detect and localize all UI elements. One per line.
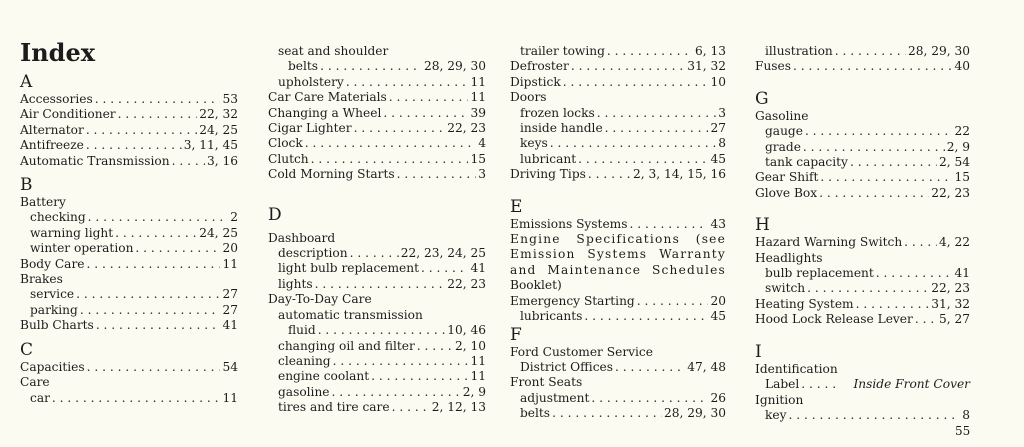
index-entry: Automatic Transmission . . . 3, 16 [20,154,238,169]
index-entry: belts . . . 28, 29, 30 [268,59,486,74]
index-entry: fluid . . . 10, 46 [268,323,486,338]
index-entry: lubricants . . . 45 [510,309,726,324]
section-letter-d: D [268,204,282,225]
index-entry: Gear Shift . . . 15 [755,170,970,185]
index-entry: Car Care Materials . . . 11 [268,90,486,105]
index-entry: Accessories . . . 53 [20,92,238,107]
index-entry: trailer towing . . . 6, 13 [510,44,726,59]
index-entry: keys . . . 8 [510,136,726,151]
index-entry: Capacities . . . 54 [20,360,238,375]
index-entry: key . . . 8 [755,408,970,423]
section-letter-b: B [20,175,33,196]
index-entry: Alternator . . . 24, 25 [20,123,238,138]
section-letter-a: A [20,72,33,92]
index-entry: Emissions Systems . . . 43 [510,217,726,232]
index-entry: gauge . . . 22 [755,124,970,139]
section-letter-i: I [755,341,762,362]
index-heading: Dashboard [268,230,336,245]
index-entry: Clutch . . . 15 [268,152,486,167]
index-text-line: Emission Systems Warranty [510,247,726,262]
index-heading: Day-To-Day Care [268,292,372,307]
index-entry: adjustment . . . 26 [510,391,726,406]
index-entry: service . . . 27 [20,287,238,302]
index-heading: Ford Customer Service [510,344,653,359]
index-entry: Glove Box . . . 22, 23 [755,186,970,201]
index-heading: Doors [510,90,547,105]
index-entry: cleaning . . . 11 [268,354,486,369]
index-entry: upholstery . . . 11 [268,75,486,90]
index-heading: Care [20,375,50,390]
index-text-line: Engine Specifications (see [510,232,726,247]
index-entry: Body Care . . . 11 [20,257,238,272]
index-entry: Emergency Starting . . . 20 [510,294,726,309]
index-entry: grade . . . 2, 9 [755,140,970,155]
index-entry: frozen locks . . . 3 [510,106,726,121]
index-entry: changing oil and filter . . . 2, 10 [268,339,486,354]
index-entry: description . . . 22, 23, 24, 25 [268,246,486,261]
index-entry: gasoline . . . 2, 9 [268,385,486,400]
index-heading: Identification [755,361,838,376]
index-entry: District Offices . . . 47, 48 [510,360,726,375]
index-entry: tires and tire care . . . 2, 12, 13 [268,400,486,415]
index-entry: Cold Morning Starts . . . 3 [268,167,486,182]
page-number: 55 [955,424,971,438]
index-entry: Air Conditioner . . . 22, 32 [20,107,238,122]
index-entry: Cigar Lighter . . . 22, 23 [268,121,486,136]
index-entry: checking . . . 2 [20,210,238,225]
index-text-line: and Maintenance Schedules [510,262,726,277]
index-heading: Ignition [755,392,804,407]
index-entry: switch . . . 22, 23 [755,281,970,296]
index-entry: Defroster . . . 31, 32 [510,59,726,74]
index-entry: Driving Tips . . . 2, 3, 14, 15, 16 [510,167,726,182]
index-heading: Headlights [755,250,823,265]
index-entry: belts . . . 28, 29, 30 [510,406,726,421]
index-entry: engine coolant . . . 11 [268,369,486,384]
index-text-line: Booklet) [510,278,562,293]
index-entry: winter operation . . . 20 [20,241,238,256]
index-entry: Hazard Warning Switch . . . 4, 22 [755,235,970,250]
index-entry: Changing a Wheel . . . 39 [268,106,486,121]
index-entry: Label . . . Inside Front Cover [755,377,970,392]
index-heading: Front Seats [510,375,583,390]
index-entry: Heating System . . . 31, 32 [755,297,970,312]
index-column-2 [268,44,486,416]
index-entry: Fuses . . . 40 [755,59,970,74]
index-entry: tank capacity . . . 2, 54 [755,155,970,170]
index-entry: inside handle . . . 27 [510,121,726,136]
section-letter-e: E [510,196,523,217]
section-letter-h: H [755,215,770,236]
section-letter-c: C [20,339,34,360]
index-heading: Brakes [20,272,63,287]
index-entry: light bulb replacement . . . 41 [268,261,486,276]
index-column-1 [20,40,238,406]
index-entry: Bulb Charts . . . 41 [20,318,238,333]
index-entry: Antifreeze . . . 3, 11, 45 [20,138,238,153]
index-heading: seat and shoulder [278,44,389,58]
section-letter-g: G [755,88,769,109]
index-entry: Hood Lock Release Lever . . . 5, 27 [755,312,970,327]
index-heading: Battery [20,195,66,210]
index-entry: lights . . . 22, 23 [268,277,486,292]
index-entry: warning light . . . 24, 25 [20,226,238,241]
index-entry: illustration . . . 28, 29, 30 [755,44,970,59]
page-title: Index [20,38,96,67]
index-heading: Gasoline [755,108,809,123]
index-entry: car . . . 11 [20,391,238,406]
index-column-3 [510,44,726,422]
index-entry: bulb replacement . . . 41 [755,266,970,281]
section-letter-f: F [510,324,522,345]
index-heading: automatic transmission [278,307,423,322]
index-entry: parking . . . 27 [20,303,238,318]
index-entry: lubricant . . . 45 [510,152,726,167]
index-column-4 [755,44,970,423]
index-entry: Clock . . . 4 [268,136,486,151]
index-entry: Dipstick . . . 10 [510,75,726,90]
